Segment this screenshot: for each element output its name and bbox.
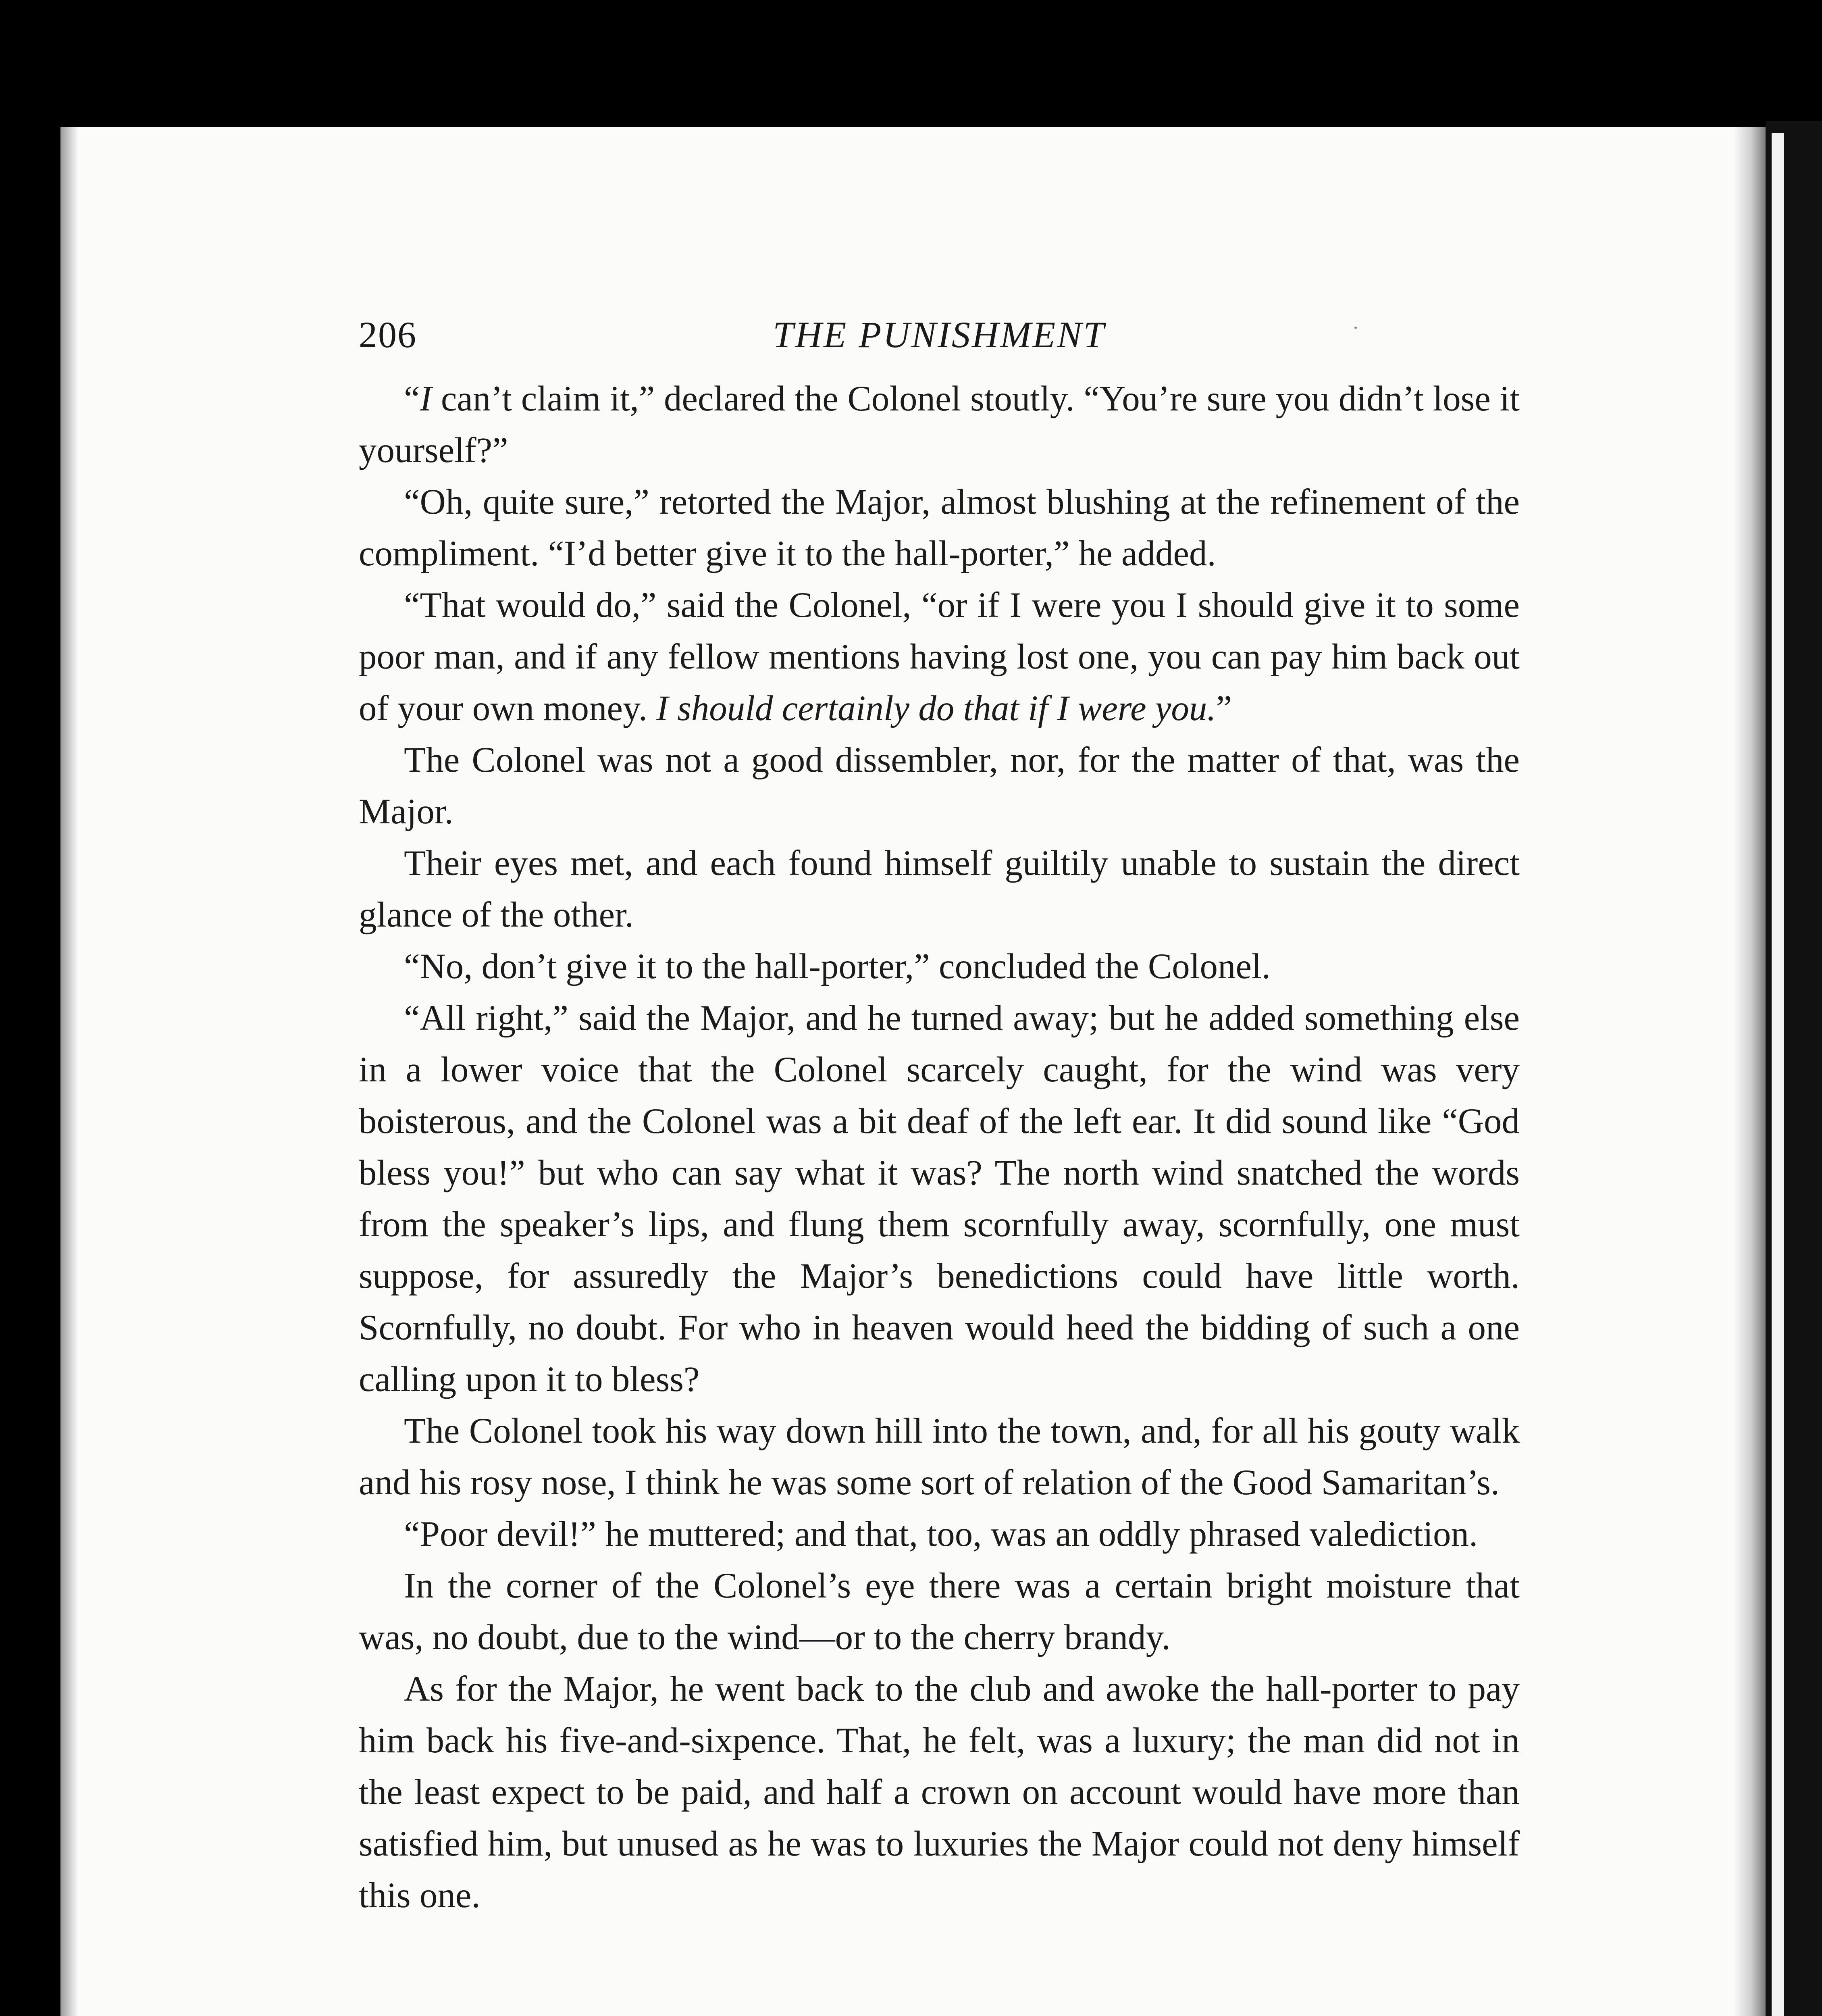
text-run: “That would do,” said the Colonel, “or if I were you I should give it to some poor man, and if any fellow mentions having lost one, you can pay him back out of your own money. (359, 585, 1520, 728)
chapter-title: THE PUNISHMENT (773, 314, 1106, 355)
paragraph (359, 837, 1520, 941)
page-number: 206 (359, 314, 417, 355)
paragraph (359, 734, 1520, 837)
paragraph (359, 941, 1520, 992)
paragraph (359, 1508, 1520, 1560)
text-run: “ (404, 379, 420, 419)
text-run: ” (1216, 689, 1232, 728)
text-run: As for the Major, he went back to the club and awoke the hall-porter to pay him back his five-and-sixpence. That, he felt, was a luxury; the man did not in the least expect to be paid, and half a crown on account would have more than satisfied him, but unused as he was to luxuries the Major could not deny himself this one. (359, 1669, 1520, 1915)
paragraph (359, 373, 1520, 476)
text-run: Their eyes met, and each found himself guiltily unable to sustain the direct glance of the other. (359, 843, 1520, 935)
text-run: The Colonel took his way down hill into the town, and, for all his gouty walk and his rosy nose, I think he was some sort of relation of the Good Samaritan’s. (359, 1411, 1520, 1502)
page-edge-shadow-right (1733, 127, 1766, 2016)
italic-text: I (420, 379, 432, 419)
scan-speck (1354, 327, 1357, 329)
adjacent-page-edge (1772, 133, 1784, 2016)
running-head (359, 310, 1520, 359)
italic-text: I should certainly do that if I were you. (656, 689, 1216, 728)
text-run: The Colonel was not a good dissembler, nor, for the matter of that, was the Major. (359, 740, 1520, 831)
paragraph (359, 1560, 1520, 1663)
text-run: “Poor devil!” he muttered; and that, too, was an oddly phrased valediction. (404, 1514, 1478, 1554)
page-edge-shadow-left (60, 127, 79, 2016)
text-run: In the corner of the Colonel’s eye there was a certain bright moisture that was, no doubt, due to the wind—or to the cherry brandy. (359, 1566, 1520, 1657)
paragraph (359, 579, 1520, 734)
paragraph (359, 1663, 1520, 1921)
text-run: can’t claim it,” declared the Colonel stoutly. “You’re sure you didn’t lose it yourself?” (359, 379, 1520, 470)
body-text (359, 373, 1520, 1921)
paragraph (359, 476, 1520, 579)
paragraph (359, 992, 1520, 1405)
paragraph (359, 1405, 1520, 1508)
text-run: “All right,” said the Major, and he turned away; but he added something else in a lower voice that the Colonel scarcely caught, for the wind was very boisterous, and the Colonel was a bit deaf of the left ear. It did sound like “God bless you!” but who can say what it was? The north wind snatched the words from the speaker’s lips, and flung them scornfully away, scornfully, one must suppose, for assuredly the Major’s benedictions could have little worth. Scornfully, no doubt. For who in heaven would heed the bidding of such a one calling upon it to bless? (359, 998, 1520, 1399)
text-run: “No, don’t give it to the hall-porter,” concluded the Colonel. (404, 947, 1271, 986)
text-run: “Oh, quite sure,” retorted the Major, almost blushing at the refinement of the compliment. “I’d better give it to the hall-porter,” he added. (359, 482, 1520, 573)
